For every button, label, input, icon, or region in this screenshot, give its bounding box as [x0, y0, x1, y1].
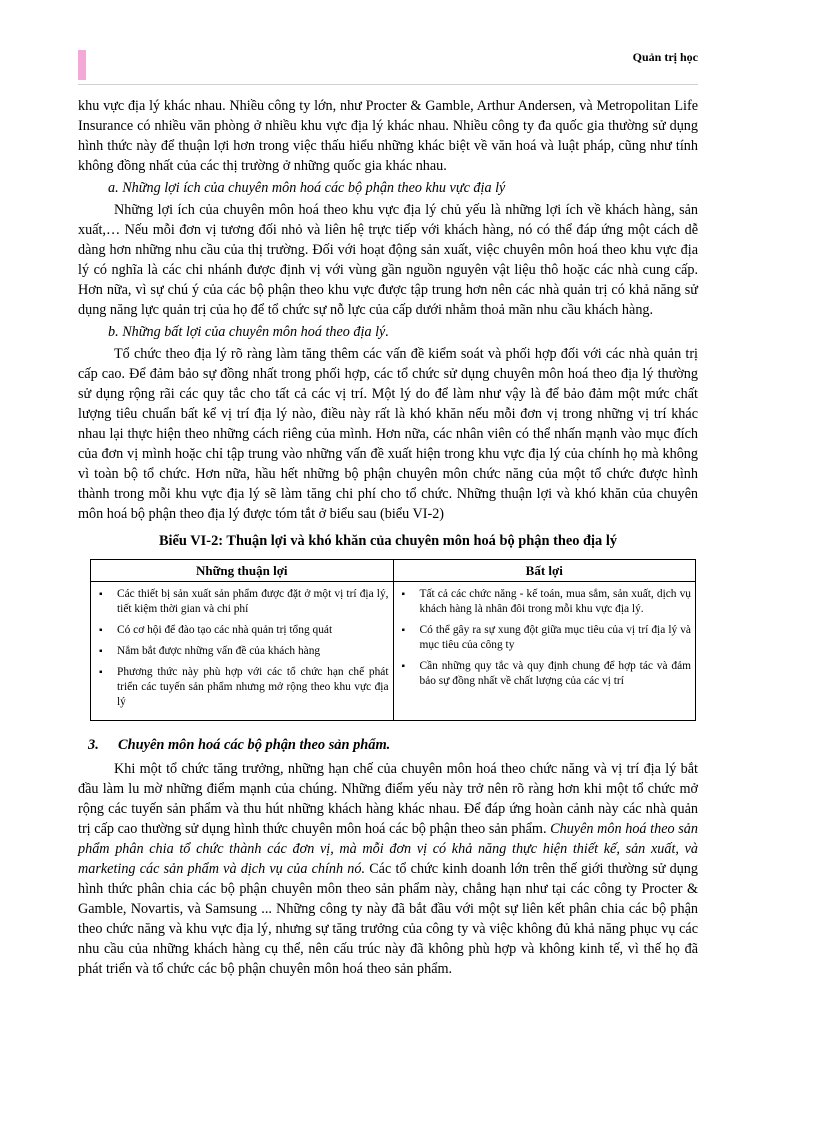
cons-item: ▪ Có thể gây ra sự xung đột giữa mục tiêu của vị trí địa lý và mục tiêu của công ty	[420, 623, 692, 653]
paragraph-disadvantages: Tổ chức theo địa lý rõ ràng làm tăng thêm các vấn đề kiểm soát và phối hợp đối với các nhà quản trị cấp cao. Để đảm bảo sự đồng nhất trong phối hợp, các tổ chức sử dụng chuyên môn hoá theo địa lý thường sử dụng rộng rãi các quy tắc cho tất cả các vị trí. Một lý do để làm như vậy là để bảo đảm một mức chất lượng tiêu chuẩn bất kể vị trí địa lý nào, điều này rất là khó khăn nếu mỗi đơn vị trong những vị trí khác nhau lại thực hiện theo những cách riêng của mình. Hơn nữa, các nhân viên có thể nhấn mạnh vào mục đích của đơn vị mình hoặc chỉ tập trung vào những vấn đề xuất hiện trong khu vực địa lý của chính họ mà không vì toàn bộ tổ chức. Hơn nữa, hầu hết những bộ phận chuyên môn chức năng của một tổ chức được hình thành trong mỗi khu vực địa lý sẽ làm tăng chi phí cho tổ chức. Những thuận lợi và khó khăn của chuyên môn hoá bộ phận theo địa lý được tóm tắt ở biểu sau (biểu VI-2)	[78, 346, 698, 522]
subheading-benefits: a. Những lợi ích của chuyên môn hoá các bộ phận theo khu vực địa lý	[108, 180, 506, 196]
section-3-heading	[78, 735, 698, 755]
pros-item: ▪ Có cơ hội để đào tạo các nhà quản trị tổng quát	[117, 623, 389, 638]
column-header-pros: Những thuận lợi	[91, 560, 394, 582]
cons-item: ▪ Cần những quy tắc và quy định chung để hợp tác và đảm bảo sự đồng nhất về chất lượng của các vị trí	[420, 659, 692, 689]
subheading-disadvantages: b. Những bất lợi của chuyên môn hoá theo địa lý.	[108, 324, 389, 340]
pros-item: ▪ Phương thức này phù hợp với các tổ chức hạn chế phát triển các tuyến sản phẩm nhưng mở rộng theo khu vực địa lý	[117, 665, 389, 710]
document-body	[78, 96, 698, 979]
header-rule	[78, 84, 698, 85]
definition-italic: Chuyên môn hoá theo sản phẩm phân chia tổ chức thành các đơn vị, mà mỗi đơn vị có khả năng thực hiện thiết kế, sản xuất, và marketing các sản phẩm và dịch vụ của chính nó.	[78, 821, 698, 877]
pros-item: ▪ Nắm bắt được những vấn đề của khách hàng	[117, 644, 389, 659]
column-header-cons: Bất lợi	[393, 560, 696, 582]
page-marker	[78, 50, 86, 80]
section-number: 3.	[88, 737, 99, 753]
header-title: Quản trị học	[632, 50, 698, 64]
paragraph-product-departments	[78, 759, 698, 979]
paragraph-text: Khi một tổ chức tăng trưởng, những hạn chế của chuyên môn hoá theo chức năng và vị trí địa lý bắt đầu làm lu mờ những điểm mạnh của chúng. Những điểm yếu này trở nên rõ ràng hơn khi một tổ chức mở rộng các tuyến sản phẩm và thu hút những khách hàng khác nhau. Để đáp ứng hoàn cảnh này các nhà quản trị cấp cao thường sử dụng hình thức chuyên môn hoá các bộ phận theo sản phẩm.	[78, 761, 698, 837]
table-caption: Biểu VI-2: Thuận lợi và khó khăn của chuyên môn hoá bộ phận theo địa lý	[158, 533, 618, 549]
section-title: Chuyên môn hoá các bộ phận theo sản phẩm.	[118, 737, 391, 753]
paragraph-intro: khu vực địa lý khác nhau. Nhiều công ty lớn, như Procter & Gamble, Arthur Andersen, và Metropolitan Life Insurance có nhiều văn phòng ở nhiều khu vực địa lý khác nhau. Nhiều công ty đa quốc gia thường sử dụng hình thức này để thuận lợi hơn trong việc thấu hiểu những khác biệt về văn hoá và luật pháp, cũng như tính không đồng nhất của các thị trường ở những quốc gia khác nhau.	[78, 98, 698, 174]
cons-cell	[393, 582, 696, 721]
comparison-table	[90, 559, 696, 721]
pros-cell	[91, 582, 394, 721]
pros-item: ▪ Các thiết bị sản xuất sản phẩm được đặt ở một vị trí địa lý, tiết kiệm thời gian và chi phí	[117, 587, 389, 617]
cons-item: ▪ Tất cả các chức năng - kế toán, mua sắm, sản xuất, dịch vụ khách hàng là nhân đôi trong mỗi khu vực địa lý.	[420, 587, 692, 617]
paragraph-text: Các tổ chức kinh doanh lớn trên thế giới thường sử dụng hình thức phân chia các bộ phận chuyên môn theo sản phẩm này, chẳng hạn như tại các công ty Procter & Gamble, Novartis, và Samsung ... Những công ty này đã bắt đầu với một sự liên kết phân chia các bộ phận theo chức năng và khu vực địa lý, nhưng sự tăng trưởng của công ty và việc không đủ khả năng phục vụ các nhu cầu của những khách hàng cụ thể, nên cấu trúc này đã không phù hợp và không kinh tế, vì thế họ đã phát triển và tổ chức các bộ phận chuyên môn hoá theo sản phẩm.	[78, 861, 698, 977]
paragraph-benefits: Những lợi ích của chuyên môn hoá theo khu vực địa lý chủ yếu là những lợi ích về khách hàng, sản xuất,… Nếu mỗi đơn vị tương đối nhỏ và liên hệ trực tiếp với khách hàng, nó có thể đáp ứng một cách dễ dàng hơn những nhu cầu của thị trường. Đối với hoạt động sản xuất, việc chuyên môn hoá theo khu vực địa lý có nghĩa là các chi nhánh được định vị với vùng gần nguồn nguyên vật liệu thô hoặc các nhà cung cấp. Hơn nữa, vì sự chú ý của các bộ phận theo khu vực được tập trung hơn nên các nhà quản trị có khả năng sử dụng năng lực quản trị của họ để tổ chức sự nỗ lực của cấp dưới nhằm thoả mãn nhu cầu khách hàng.	[78, 202, 698, 318]
